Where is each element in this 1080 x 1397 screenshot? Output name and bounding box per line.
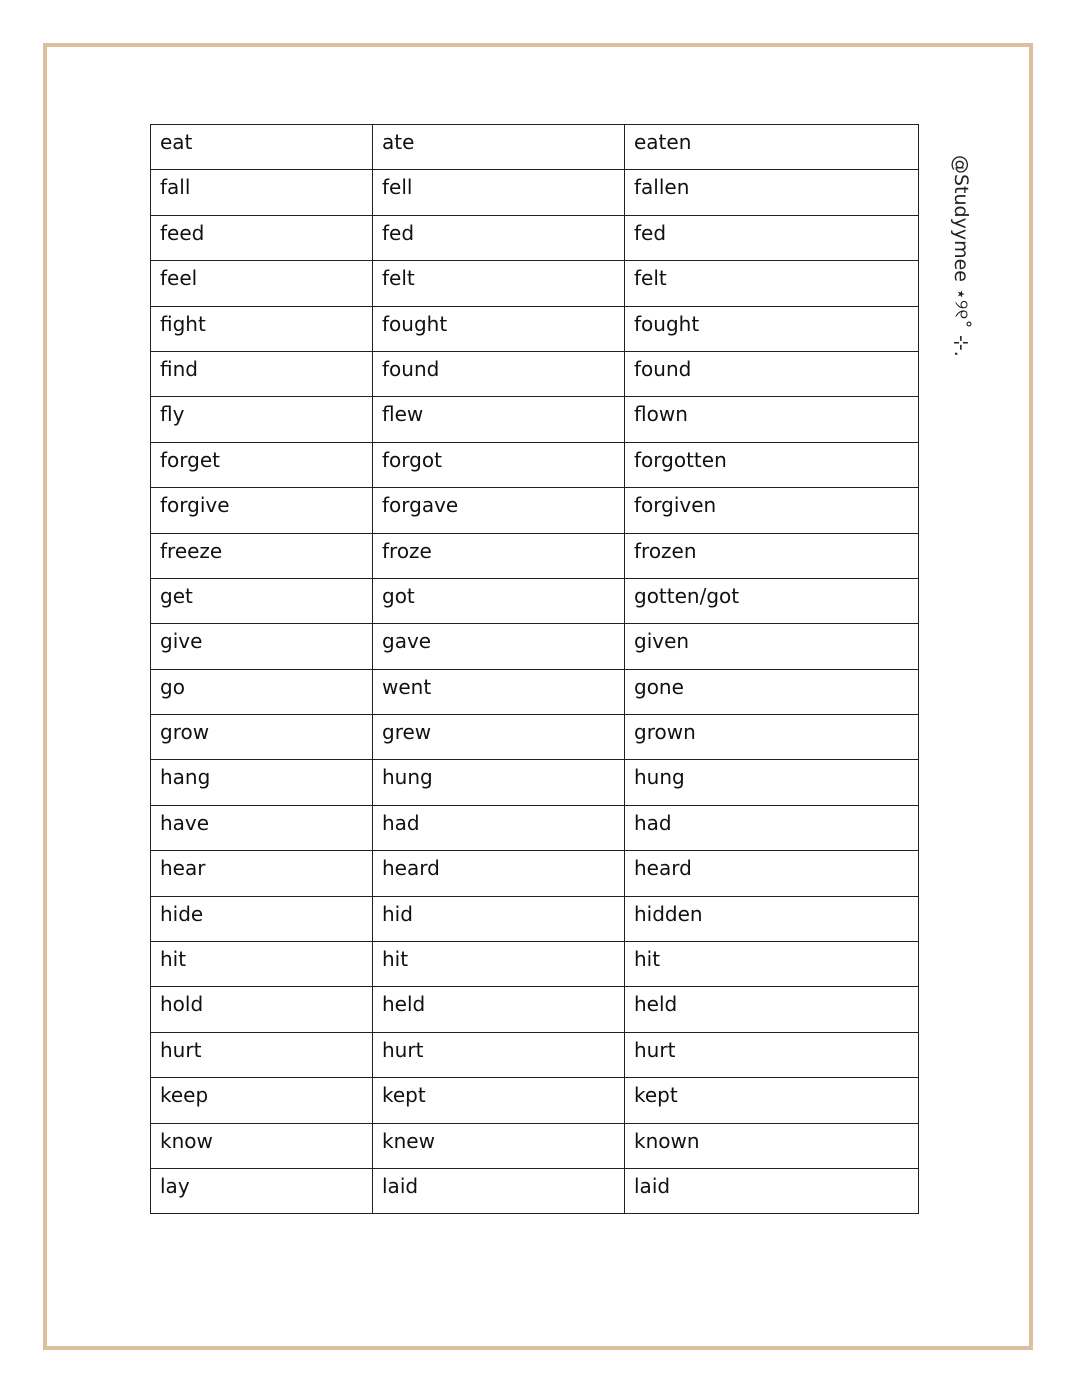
past-simple-cell: grew [373, 715, 625, 760]
past-participle-cell: hurt [625, 1032, 919, 1077]
past-simple-cell: hung [373, 760, 625, 805]
past-participle-cell: felt [625, 261, 919, 306]
table-row [151, 896, 919, 941]
past-simple-cell: hit [373, 942, 625, 987]
table-row [151, 715, 919, 760]
table-row [151, 851, 919, 896]
table-row [151, 624, 919, 669]
base-form-cell: lay [151, 1168, 373, 1213]
base-form-cell: go [151, 669, 373, 714]
past-simple-cell: knew [373, 1123, 625, 1168]
past-participle-cell: held [625, 987, 919, 1032]
past-participle-cell: forgiven [625, 488, 919, 533]
table-row [151, 1168, 919, 1213]
past-simple-cell: fed [373, 215, 625, 260]
base-form-cell: hurt [151, 1032, 373, 1077]
table-row [151, 1032, 919, 1077]
past-simple-cell: kept [373, 1078, 625, 1123]
past-simple-cell: held [373, 987, 625, 1032]
past-participle-cell: given [625, 624, 919, 669]
past-participle-cell: hit [625, 942, 919, 987]
past-participle-cell: flown [625, 397, 919, 442]
table-row [151, 760, 919, 805]
base-form-cell: fall [151, 170, 373, 215]
past-participle-cell: hidden [625, 896, 919, 941]
table-body [151, 125, 919, 1214]
past-participle-cell: heard [625, 851, 919, 896]
base-form-cell: grow [151, 715, 373, 760]
past-simple-cell: laid [373, 1168, 625, 1213]
past-participle-cell: forgotten [625, 442, 919, 487]
past-participle-cell: laid [625, 1168, 919, 1213]
base-form-cell: forgive [151, 488, 373, 533]
past-participle-cell: found [625, 351, 919, 396]
past-participle-cell: had [625, 805, 919, 850]
past-simple-cell: had [373, 805, 625, 850]
table-row [151, 987, 919, 1032]
past-simple-cell: froze [373, 533, 625, 578]
watermark-handle: @Studyymee ⋆୨୧˚ ⊹. [950, 155, 972, 357]
base-form-cell: hold [151, 987, 373, 1032]
base-form-cell: know [151, 1123, 373, 1168]
past-simple-cell: got [373, 578, 625, 623]
past-simple-cell: forgave [373, 488, 625, 533]
table-row [151, 397, 919, 442]
past-participle-cell: gotten/got [625, 578, 919, 623]
base-form-cell: get [151, 578, 373, 623]
past-participle-cell: eaten [625, 125, 919, 170]
past-simple-cell: hurt [373, 1032, 625, 1077]
base-form-cell: have [151, 805, 373, 850]
table-row [151, 533, 919, 578]
past-participle-cell: fought [625, 306, 919, 351]
past-simple-cell: felt [373, 261, 625, 306]
base-form-cell: feel [151, 261, 373, 306]
past-participle-cell: fed [625, 215, 919, 260]
base-form-cell: give [151, 624, 373, 669]
past-simple-cell: hid [373, 896, 625, 941]
irregular-verbs-table [150, 124, 919, 1214]
table-row [151, 1123, 919, 1168]
table-row [151, 125, 919, 170]
past-simple-cell: fought [373, 306, 625, 351]
past-participle-cell: frozen [625, 533, 919, 578]
past-simple-cell: ate [373, 125, 625, 170]
base-form-cell: freeze [151, 533, 373, 578]
table-row [151, 488, 919, 533]
past-participle-cell: fallen [625, 170, 919, 215]
base-form-cell: feed [151, 215, 373, 260]
table-row [151, 1078, 919, 1123]
past-simple-cell: heard [373, 851, 625, 896]
past-participle-cell: known [625, 1123, 919, 1168]
past-participle-cell: hung [625, 760, 919, 805]
past-simple-cell: forgot [373, 442, 625, 487]
past-simple-cell: flew [373, 397, 625, 442]
table-row [151, 805, 919, 850]
base-form-cell: hide [151, 896, 373, 941]
past-participle-cell: gone [625, 669, 919, 714]
table-row [151, 442, 919, 487]
base-form-cell: fly [151, 397, 373, 442]
base-form-cell: keep [151, 1078, 373, 1123]
base-form-cell: forget [151, 442, 373, 487]
base-form-cell: eat [151, 125, 373, 170]
base-form-cell: hang [151, 760, 373, 805]
past-simple-cell: went [373, 669, 625, 714]
base-form-cell: find [151, 351, 373, 396]
base-form-cell: hit [151, 942, 373, 987]
past-participle-cell: grown [625, 715, 919, 760]
table-row [151, 261, 919, 306]
past-simple-cell: gave [373, 624, 625, 669]
table-row [151, 578, 919, 623]
table-row [151, 942, 919, 987]
past-simple-cell: found [373, 351, 625, 396]
base-form-cell: hear [151, 851, 373, 896]
table-row [151, 669, 919, 714]
table-row [151, 215, 919, 260]
table-row [151, 351, 919, 396]
past-simple-cell: fell [373, 170, 625, 215]
past-participle-cell: kept [625, 1078, 919, 1123]
table-row [151, 170, 919, 215]
base-form-cell: fight [151, 306, 373, 351]
table-row [151, 306, 919, 351]
